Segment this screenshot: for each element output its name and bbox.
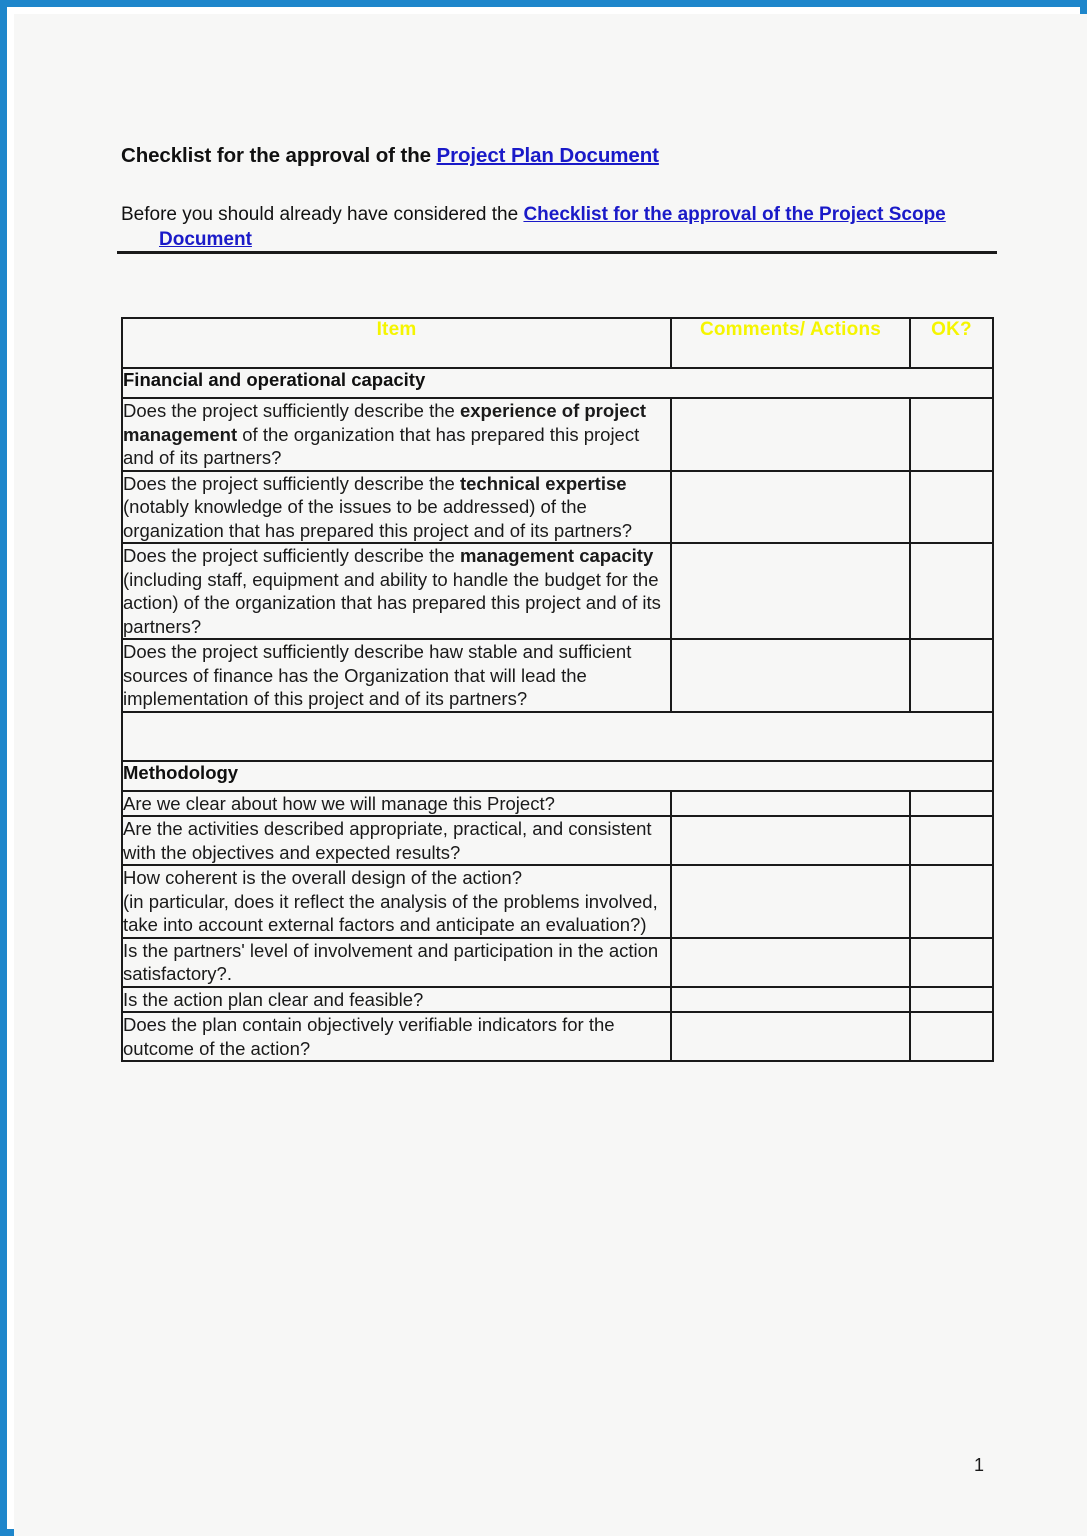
- table-row: [122, 816, 993, 865]
- comments-actions-cell[interactable]: [671, 865, 910, 938]
- page-title: [121, 144, 1001, 168]
- table-spacer-cell: [122, 712, 993, 761]
- comments-actions-cell[interactable]: [671, 938, 910, 987]
- checklist-item-text: Is the partners' level of involvement and participation in the action satisfactory?.: [122, 938, 671, 987]
- ok-cell[interactable]: [910, 987, 993, 1013]
- checklist-item-text: How coherent is the overall design of the action? (in particular, does it reflect the analysis of the problems involved, take into account external factors and anticipate an evaluation?): [122, 865, 671, 938]
- checklist-item-text: Does the project sufficiently describe the technical expertise (notably knowledge of the issues to be addressed) of the organization that has prepared this project and of its partners?: [122, 471, 671, 544]
- checklist-item-text: Does the project sufficiently describe the experience of project management of the organization that has prepared this project and of its partners?: [122, 398, 671, 471]
- ok-cell[interactable]: [910, 398, 993, 471]
- comments-actions-cell[interactable]: [671, 816, 910, 865]
- page-sheet: [14, 14, 1087, 1536]
- ok-cell[interactable]: [910, 1012, 993, 1061]
- table-body: [122, 368, 993, 1061]
- comments-actions-cell[interactable]: [671, 987, 910, 1013]
- table-row: [122, 398, 993, 471]
- table-row: [122, 865, 993, 938]
- intro-prefix: Before you should already have considered the: [121, 204, 524, 225]
- table-row: [122, 471, 993, 544]
- checklist-table: [121, 317, 994, 1062]
- table-row: [122, 938, 993, 987]
- comments-actions-cell[interactable]: [671, 1012, 910, 1061]
- comments-actions-cell[interactable]: [671, 471, 910, 544]
- project-plan-document-link[interactable]: Project Plan Document: [436, 144, 659, 167]
- comments-actions-cell[interactable]: [671, 543, 910, 639]
- ok-cell[interactable]: [910, 816, 993, 865]
- project-scope-document-link[interactable]: Checklist for the approval of the Project Scope: [523, 204, 946, 225]
- page-title-prefix: Checklist for the approval of the: [121, 144, 437, 167]
- table-row: [122, 639, 993, 712]
- ok-cell[interactable]: [910, 471, 993, 544]
- column-header-ok: OK?: [910, 318, 993, 368]
- checklist-item-text: Are we clear about how we will manage this Project?: [122, 791, 671, 817]
- section-title: Methodology: [122, 761, 993, 791]
- ok-cell[interactable]: [910, 791, 993, 817]
- checklist-item-text: Does the project sufficiently describe haw stable and sufficient sources of finance has the Organization that will lead the implementation of this project and of its partners?: [122, 639, 671, 712]
- table-row: [122, 1012, 993, 1061]
- column-header-item: Item: [122, 318, 671, 368]
- ok-cell[interactable]: [910, 938, 993, 987]
- ok-cell[interactable]: [910, 639, 993, 712]
- table-row: [122, 987, 993, 1013]
- table-header-row: [122, 318, 993, 368]
- ok-cell[interactable]: [910, 543, 993, 639]
- ok-cell[interactable]: [910, 865, 993, 938]
- section-title: Financial and operational capacity: [122, 368, 993, 398]
- column-header-comments: Comments/ Actions: [671, 318, 910, 368]
- section-header-row: [122, 761, 993, 791]
- comments-actions-cell[interactable]: [671, 791, 910, 817]
- comments-actions-cell[interactable]: [671, 398, 910, 471]
- project-scope-document-link-continued[interactable]: Document: [159, 229, 252, 250]
- table-row: [122, 543, 993, 639]
- intro-paragraph: [121, 202, 999, 252]
- comments-actions-cell[interactable]: [671, 639, 910, 712]
- table-spacer-row: [122, 712, 993, 761]
- checklist-item-text: Does the project sufficiently describe the management capacity (including staff, equipment and ability to handle the budget for the action) of the organization that has prepared this project and of its partners?: [122, 543, 671, 639]
- checklist-item-text: Are the activities described appropriate, practical, and consistent with the objectives and expected results?: [122, 816, 671, 865]
- page-number: 1: [974, 1455, 985, 1475]
- checklist-item-text: Does the plan contain objectively verifiable indicators for the outcome of the action?: [122, 1012, 671, 1061]
- section-header-row: [122, 368, 993, 398]
- header-divider: [117, 251, 997, 254]
- table-row: [122, 791, 993, 817]
- checklist-item-text: Is the action plan clear and feasible?: [122, 987, 671, 1013]
